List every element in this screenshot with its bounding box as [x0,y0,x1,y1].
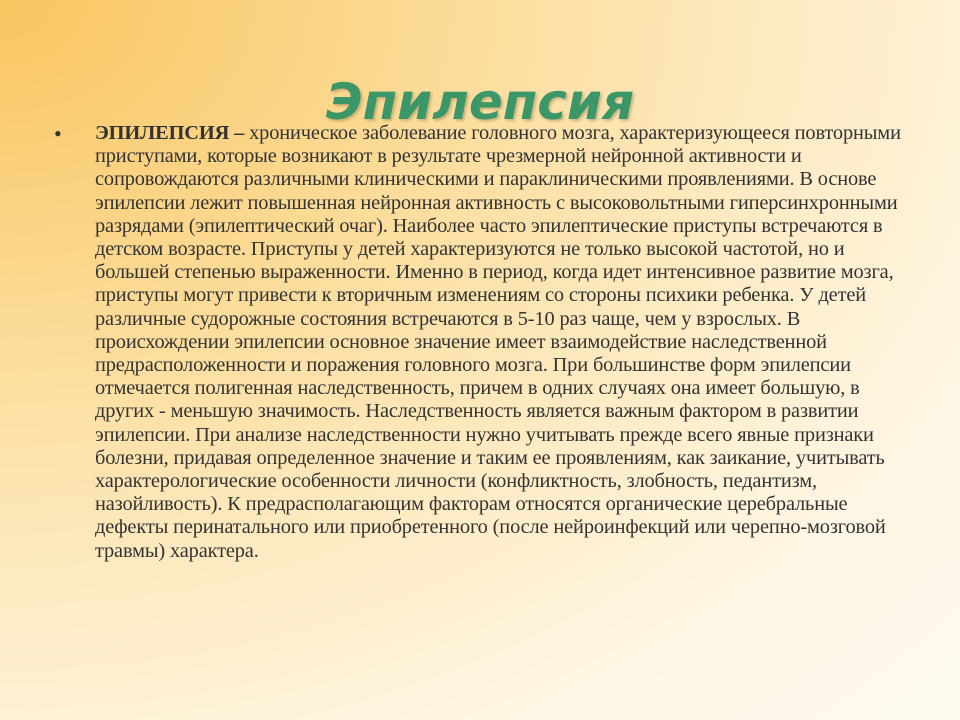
term-label: ЭПИЛЕПСИЯ – [95,122,245,144]
slide-title: Эпилепсия [325,72,635,131]
definition-paragraph [95,122,910,563]
bullet-marker: • [54,121,62,146]
slide-content [54,122,910,563]
definition-text: хроническое заболевание головного мозга, характеризующееся повторными приступами, которые возникают в результате чрезмерной нейронной активности и сопровождаются различными клиническими и параклиническими проявлениями. В основе эпилепсии лежит повышенная нейронная активность с высоковольтными гиперсинхронными разрядами (эпилептический очаг). Наиболее часто эпилептические приступы встречаются в детском возрасте. Приступы у детей характеризуются не только высокой частотой, но и большей степенью выраженности. Именно в период, когда идет интенсивное развитие мозга, приступы могут привести к вторичным изменениям со стороны психики ребенка. У детей различные судорожные состояния встречаются в 5-10 раз чаще, чем у взрослых. В происхождении эпилепсии основное значение имеет взаимодействие наследственной предрасположенности и поражения головного мозга. При большинстве форм эпилепсии отмечается полигенная наследственность, причем в одних случаях она имеет большую, в других - меньшую значимость. Наследственность является важным фактором в развитии эпилепсии. При анализе наследственности нужно учитывать прежде всего явные признаки болезни, придавая определенное значение и таким ее проявлениям, как заикание, учитывать характерологические особенности личности (конфликтность, злобность, педантизм, назойливость). К предрасполагающим факторам относятся органические церебральные дефекты перинатального или приобретенного (после нейроинфекций или черепно-мозговой травмы) характера. [95,122,901,562]
